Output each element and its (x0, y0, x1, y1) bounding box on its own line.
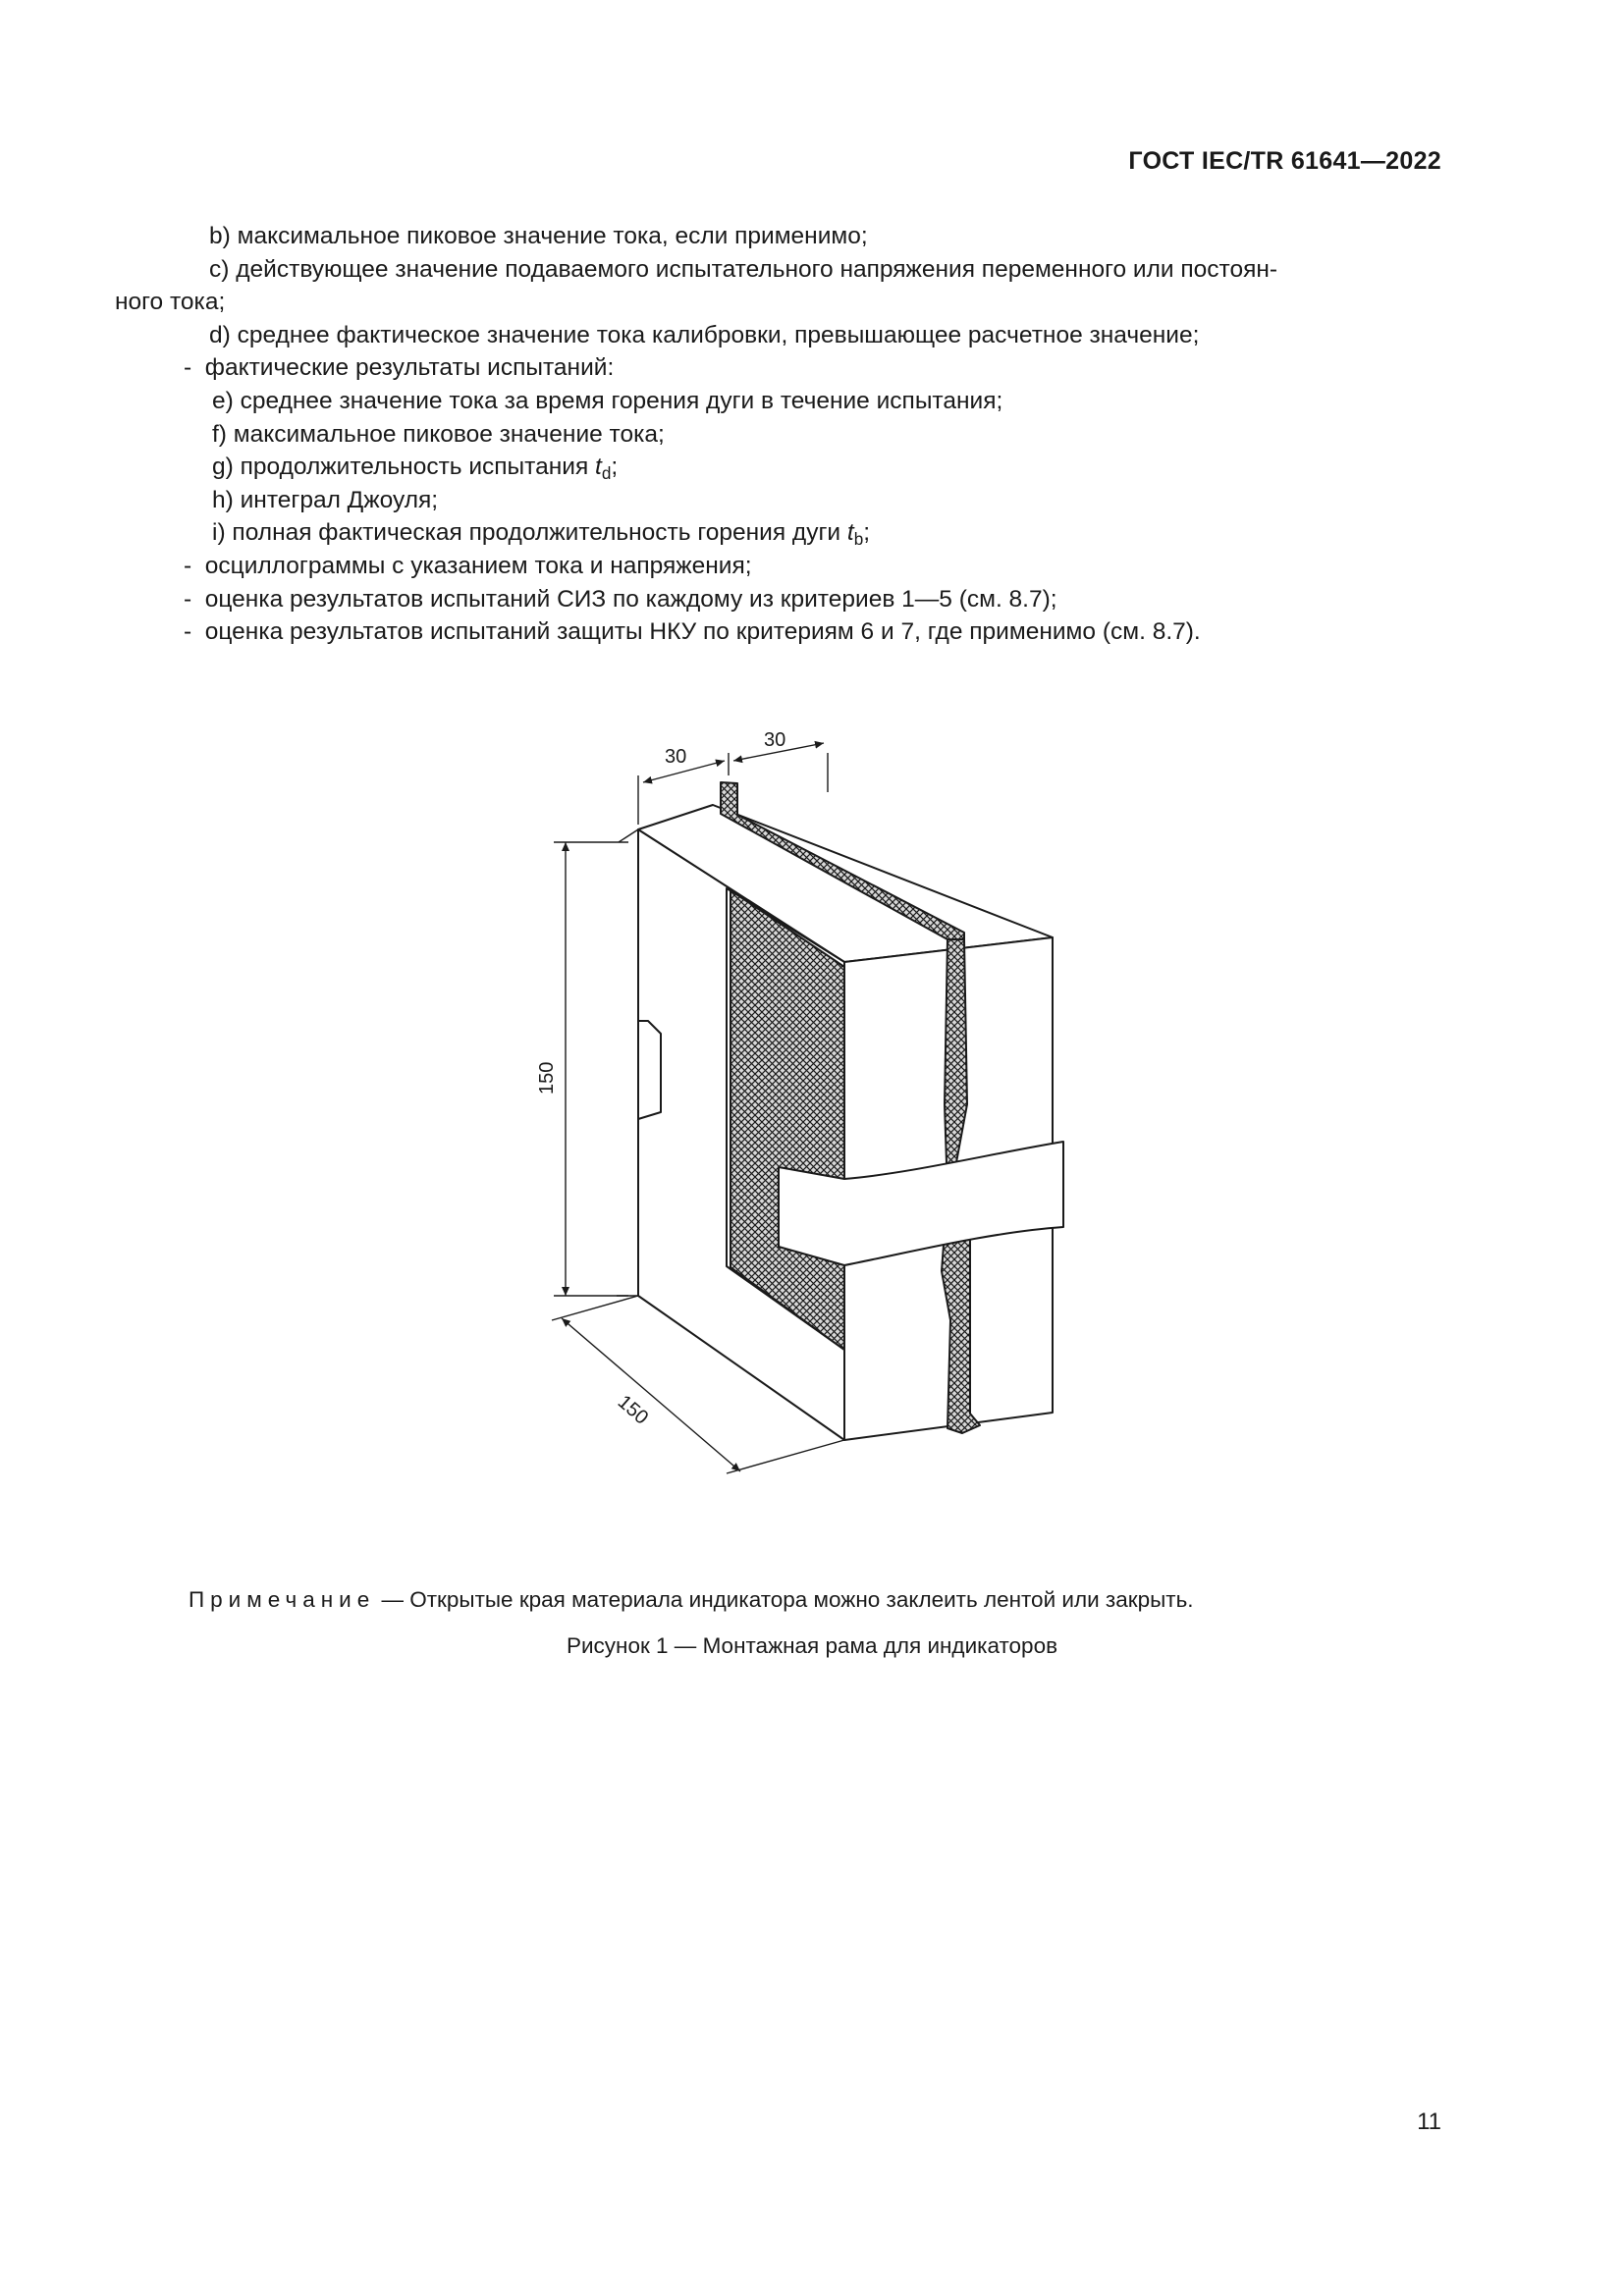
document-header: ГОСТ IEC/TR 61641—2022 (1128, 147, 1441, 175)
mounting-frame-figure (501, 682, 1070, 1526)
variable-t: t (846, 519, 854, 547)
item-text: интеграл Джоуля; (240, 486, 439, 513)
list-item-b (115, 220, 1440, 253)
item-marker: c) (209, 255, 230, 283)
variable-t: t (595, 454, 602, 481)
indicator-material-inner (731, 890, 844, 1350)
item-text: действующее значение подаваемого испытательного напряжения переменного или постоян- (236, 255, 1278, 283)
mounting-frame-drawing (501, 682, 1070, 1526)
item-marker: - (184, 585, 192, 613)
dimension-label-top-left: 30 (665, 746, 687, 768)
item-text: максимальное пиковое значение тока; (233, 420, 665, 448)
item-marker: - (184, 354, 192, 382)
note-label: Примечание (189, 1587, 376, 1612)
item-text: максимальное пиковое значение тока, если применимо; (237, 223, 868, 249)
item-marker: e) (212, 387, 234, 414)
item-text: среднее значение тока за время горения дуги в течение испытания; (240, 387, 1003, 414)
item-end: ; (863, 519, 871, 547)
item-marker: h) (212, 486, 234, 513)
list-item-d (115, 319, 1440, 352)
figure-note (189, 1587, 1194, 1613)
item-text: оценка результатов испытаний СИЗ по каждому из критериев 1—5 (см. 8.7); (204, 585, 1057, 613)
note-text: — Открытые края материала индикатора можно заклеить лентой или закрыть. (375, 1587, 1194, 1612)
item-text: полная фактическая продолжительность горения дуги (232, 519, 847, 547)
list-item-f (115, 418, 1440, 452)
item-marker: d) (209, 321, 231, 348)
subscript: d (601, 463, 612, 484)
list-item-nku-evaluation (115, 615, 1440, 649)
item-marker: g) (212, 454, 234, 481)
item-end: ; (611, 454, 619, 481)
test-report-list (115, 220, 1440, 649)
subscript: b (853, 529, 864, 550)
list-item-i (115, 516, 1440, 550)
item-marker: f) (212, 420, 227, 448)
item-marker: - (184, 552, 192, 579)
item-text: осциллограммы с указанием тока и напряжения; (204, 552, 752, 579)
item-text: среднее фактическое значение тока калибровки, превышающее расчетное значение; (237, 321, 1200, 348)
list-item-oscillograms (115, 550, 1440, 583)
item-text: оценка результатов испытаний защиты НКУ по критериям 6 и 7, где применимо (см. 8.7). (204, 618, 1201, 646)
item-text: ного тока; (115, 289, 226, 316)
list-item-ppe-evaluation (115, 583, 1440, 616)
list-item-g (115, 451, 1440, 484)
item-text: фактические результаты испытаний: (204, 354, 615, 382)
page-number: 11 (1417, 2109, 1441, 2135)
item-text: продолжительность испытания (240, 454, 596, 481)
clip-tab-left (638, 1021, 661, 1119)
dimension-label-height: 150 (536, 1061, 558, 1095)
item-marker: i) (212, 519, 226, 547)
list-item-c-continuation (115, 286, 1440, 319)
dimension-label-top-right: 30 (764, 729, 786, 751)
list-item-c (115, 253, 1440, 287)
list-item-actual-results (115, 351, 1440, 385)
item-marker: b) (209, 223, 231, 249)
list-item-h (115, 484, 1440, 517)
list-item-e (115, 385, 1440, 418)
item-marker: - (184, 618, 192, 646)
dimension-label-depth: 150 (613, 1391, 653, 1429)
figure-caption: Рисунок 1 — Монтажная рама для индикаторов (566, 1633, 1058, 1658)
